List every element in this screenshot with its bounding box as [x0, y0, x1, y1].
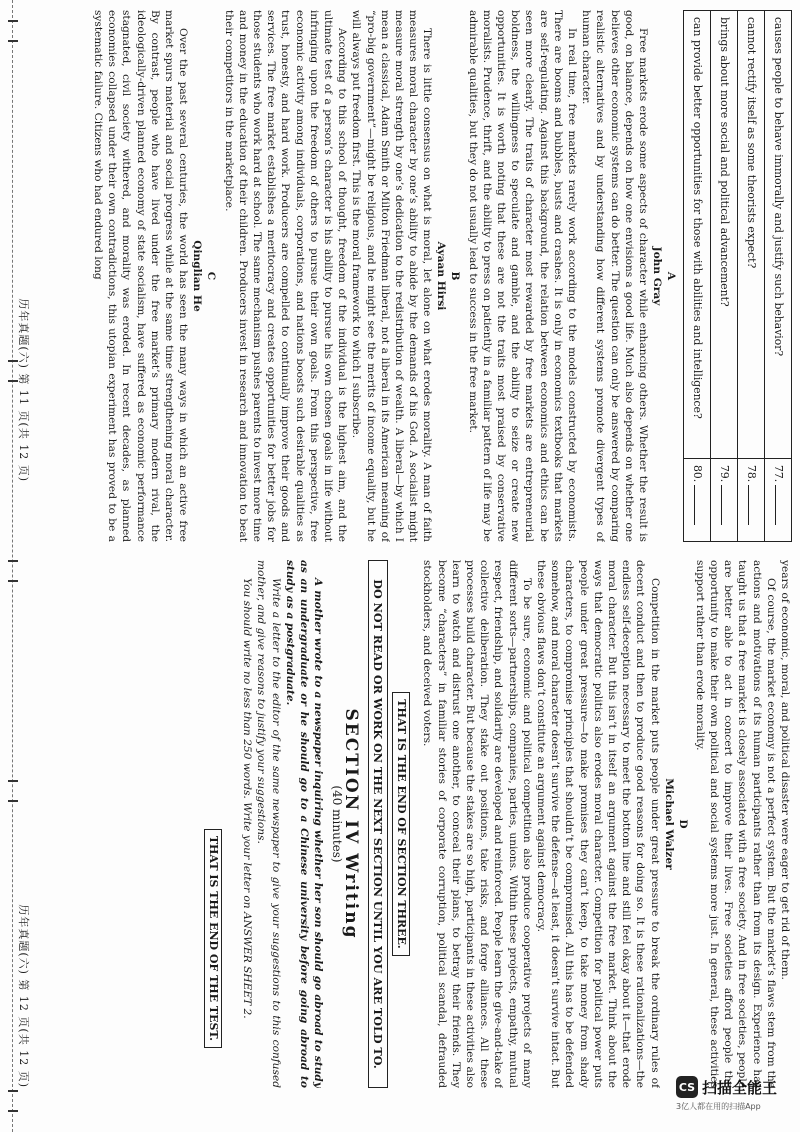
answer-blank[interactable] — [738, 459, 765, 542]
scanner-logo-row — [676, 1076, 796, 1098]
passage-c-author: Qinglian He — [191, 240, 204, 312]
passage-b-paragraph: There is little consensus on what is moral, let alone on what erodes morality. A man of faith measures moral character by one’s ability to abide by the demands of his God. A socialist might measure moral strength by one’s dedication to the redistribution of wealth. A liberal—by which I mean a classical, Adam Smith or Milton Friedman liberal, not a liberal in its American meaning of “pro-big government”—might be religious, and he might see the merits of income equality, but he will always put freedom first. This is the moral framework to which I subscribe. — [350, 10, 434, 542]
answer-blank[interactable] — [711, 459, 738, 542]
passage-b-letter: B — [449, 271, 462, 281]
question-text: causes people to behave immorally and justify such behavior? — [765, 11, 792, 459]
end-of-test-wrap — [204, 560, 222, 1048]
question-number: 77. — [772, 465, 786, 483]
writing-requirement: You should write no less than 250 words. Write your letter on ANSWER SHEET 2. — [241, 578, 254, 1019]
scanner-app-name: 扫描全能王 — [702, 1078, 778, 1097]
question-text: cannot rectify itself as some theorists expect? — [738, 11, 765, 459]
question-number: 80. — [691, 465, 705, 483]
page-footer: 历年真题(六) 第 12 页(共 12 页) — [17, 904, 31, 1088]
passage-a-letter: A — [665, 271, 677, 281]
answer-table — [683, 10, 792, 542]
page-12 — [12, 560, 792, 1088]
question-number: 78. — [745, 465, 759, 483]
page-11 — [12, 10, 792, 542]
question-text: can provide better opportunities for those with abilities and intelligence? — [684, 11, 711, 459]
passage-d-letter: D — [676, 819, 689, 829]
scanner-watermark — [676, 1076, 796, 1126]
question-number: 79. — [718, 465, 732, 483]
passage-a-paragraph: Free markets erode some aspects of character while enhancing others. Whether the result is good, on balance, depends on how one envisions a good life. Much also depends on whether one believes other economic systems can do better. The question can only be answered by comparing realistic alternatives and by understanding how different systems promote divergent types of human character. — [580, 10, 649, 542]
passage-d-paragraph: To be sure, economic and political competition also produce cooperative projects of many different sorts—partnerships, companies, parties, unions. Within these projects, empathy, mutual respect, friendship, and solidarity are developed and reinforced. People learn the give-and-take of collective deliberation. They stake out positions, take risks, and forge alliances. All these processes build character. But because the stakes are so high, participants in these activities also learn to watch and distrust one another, to conceal their plans, to betray their friends. They become “characters” in familiar stories of corporate corruption, political scandal, defrauded stockholders, and deceived voters. — [421, 560, 533, 1088]
passage-c-paragraph: Of course, the market economy is not a perfect system. But the market’s flaws stem from the actions and motivations of its human participants rather than from its design. Experience has taught us that a free market is closely associated with a free society. And in free societies, people are better able to act in concert to improve their lives. Free societies afford people the opportunity to make their own political and social systems more just. In general, these activities support rather than erode morality. — [693, 560, 777, 1088]
camscanner-icon: CS — [676, 1076, 698, 1098]
passage-a-paragraph: In real time, free markets rarely work according to the models constructed by economists. There are booms and bubbles, busts and crashes. It is only in economics textbooks that markets are self-regulating. Against this background, the relation between economics and ethics can be seen more clearly. The traits of character most rewarded by free markets are entrepreneurial boldness, the willingness to speculate and gamble, and the ability to seize or create new opportunities. It is worth noting that these are not the traits most praised by conservative moralists. Prudence, thrift, and the ability to press on patiently in a familiar pattern of life may be admirable qualities, but they do not usually lead to success in the free market. — [466, 10, 578, 542]
passage-b-paragraph: According to this school of thought, freedom of the individual is the highest aim, and the ultimate test of a person’s character is his ability to pursue his own chosen goals in life without infringing upon the freedom of others to pursue their own goals. From this perspective, free economic activity among individuals, corporations, and nations boosts such desirable qualities as trust, honesty, and hard work. Producers are compelled to continually improve their goods and services. The free market establishes a meritocracy and creates opportunities for better jobs for those students who work hard at school. The same mechanism pushes parents to invest more time and money in the education of their children. Producers invest in research and innovation to beat their competitors in the marketplace. — [222, 10, 349, 542]
writing-prompt: A mother wrote to a newspaper inquiring whether her son should go abroad to study as an undergraduate or he should go to a Chinese university before going abroad to study as a postgraduate. — [283, 560, 325, 1088]
end-section-three-wrap — [392, 560, 410, 1088]
writing-instruction: Write a letter to the editor of the same newspaper to give your suggestions to this confused mother, and give reasons to justify your suggestions. — [255, 560, 282, 1088]
table-row — [738, 11, 765, 542]
question-text: brings about more social and political advancement? — [711, 11, 738, 459]
passage-b-author: Ayaan Hirsi — [435, 241, 448, 311]
table-row — [684, 11, 711, 542]
answer-blank[interactable] — [684, 459, 711, 542]
section-four-title: SECTION IV Writing — [340, 708, 361, 940]
passage-c-continuation: years of economic, moral, and political disaster were eager to get rid of them. — [779, 560, 791, 980]
passage-a-author: John Gray — [651, 246, 663, 306]
scanner-tagline: 3亿人都在用的扫描App — [676, 1102, 761, 1111]
passage-c-paragraph: Over the past several centuries, the world has seen the many ways in which an active free market spurs material and social progress while at the same time strengthening moral character. By contrast, people who have lived under the free market’s primary modern rival, the ideologically-driven planned economy of state socialism, have suffered as economic performance stagnated, civil society withered, and morality was eroded. In recent decades, as planned economies collapsed under their own contradictions, this utopian experiment has proved to be a systematic failure. Citizens who had endured long — [92, 10, 190, 542]
passage-c-letter: C — [205, 271, 218, 281]
rotated-spread — [5, 0, 800, 1095]
end-section-three: THAT IS THE END OF SECTION THREE. — [392, 692, 410, 955]
table-row — [765, 11, 792, 542]
do-not-read-notice: DO NOT READ OR WORK ON THE NEXT SECTION UNTIL YOU ARE TOLD TO. — [368, 560, 388, 1088]
answer-blank[interactable] — [765, 459, 792, 542]
passage-d-author: Michael Walzer — [662, 778, 675, 870]
page-footer: 历年真题(六) 第 11 页(共 12 页) — [17, 298, 31, 482]
table-row — [711, 11, 738, 542]
end-of-test: THAT IS THE END OF THE TEST. — [204, 829, 222, 1048]
section-four-minutes: (40 minutes) — [329, 785, 344, 863]
passage-d-paragraph: Competition in the market puts people under great pressure to break the ordinary rules of decent conduct and then to produce good reasons for doing so. It is these rationalizations—the endless self-deception necessary to meet the bottom line and still feel okay about it—that erode moral character. But this isn’t in itself an argument against the free market. Think about the ways that democratic politics also erodes moral character. Competition for political power puts people under great pressure—to make promises they can’t keep, to take money from shady characters, to compromise principles that shouldn’t be compromised. All this has to be defended somehow, and moral character doesn’t survive the defense—at least, it doesn’t survive intact. But these obvious flaws don’t constitute an argument against democracy. — [534, 560, 661, 1088]
